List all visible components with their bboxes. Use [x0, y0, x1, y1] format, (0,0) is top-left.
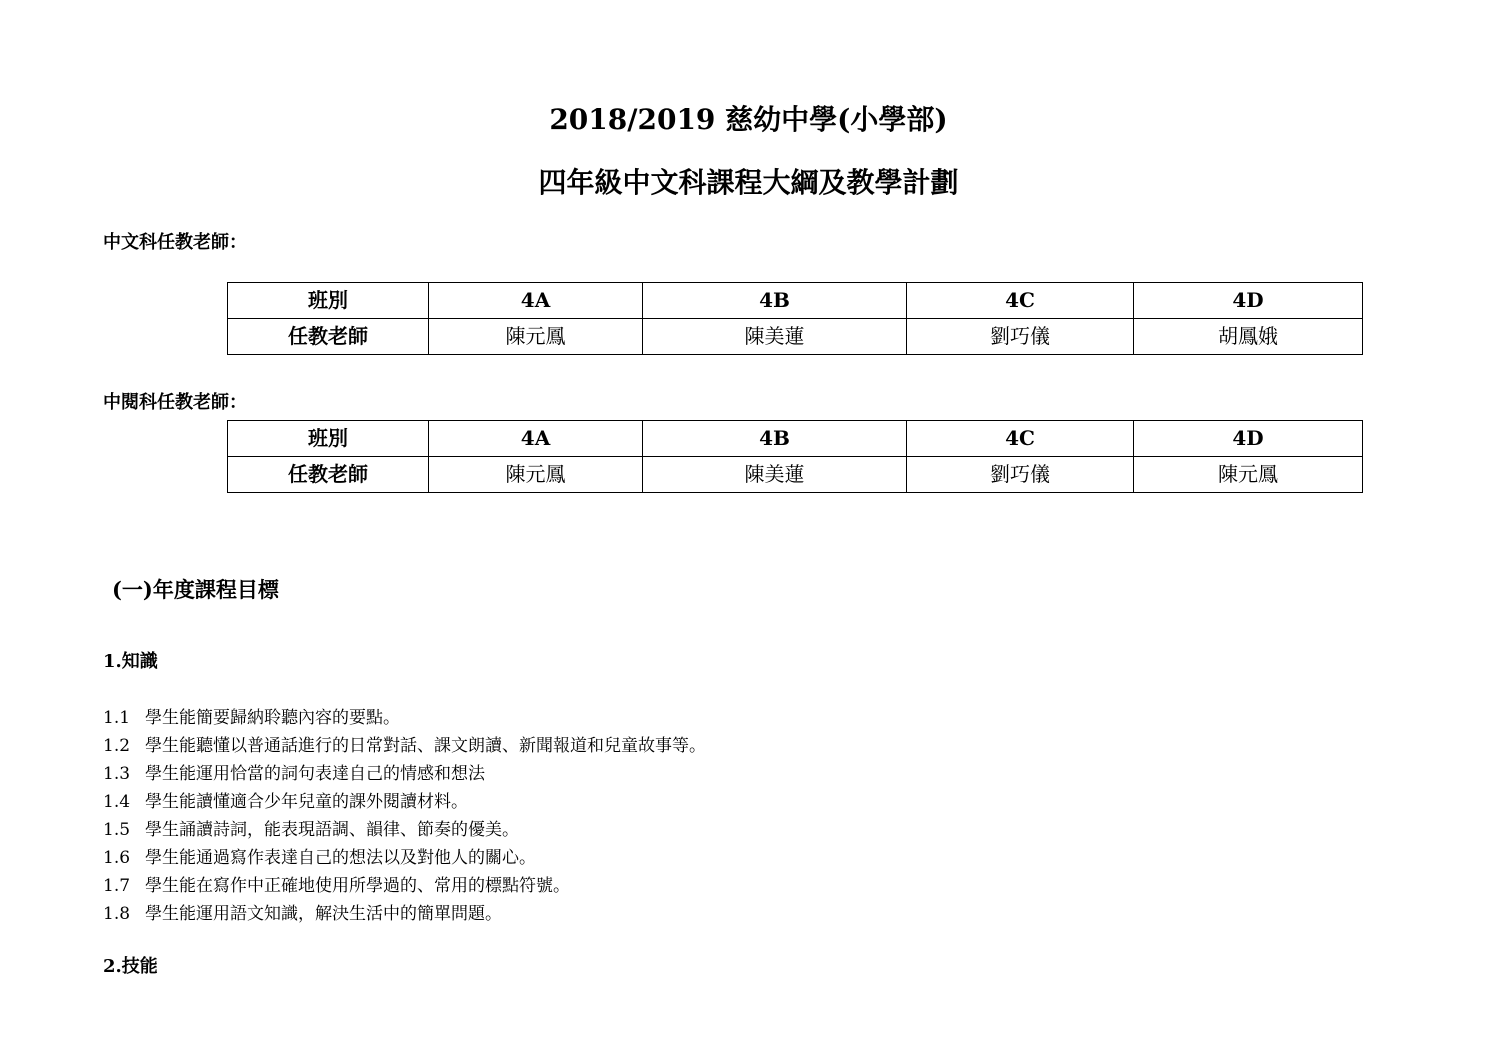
class-cell: 4B [643, 283, 907, 319]
class-header-cell: 班別 [228, 283, 429, 319]
knowledge-list [103, 704, 706, 928]
teacher-header-cell: 任教老師 [228, 457, 429, 493]
teacher-cell: 陳美蓮 [643, 457, 907, 493]
class-cell: 4A [429, 421, 643, 457]
chinese-teachers-table [227, 282, 1363, 355]
skills-heading: 2.技能 [103, 956, 158, 977]
list-item [103, 900, 706, 928]
document-subtitle: 四年級中文科課程大綱及教學計劃 [538, 166, 959, 199]
item-number: 1.8 [103, 904, 131, 924]
class-cell: 4C [907, 421, 1134, 457]
list-item [103, 732, 706, 760]
item-number: 1.2 [103, 736, 131, 756]
item-number: 1.3 [103, 764, 131, 784]
item-number: 1.6 [103, 848, 131, 868]
knowledge-heading: 1.知識 [103, 651, 158, 672]
list-item [103, 704, 706, 732]
item-text: 學生能通過寫作表達自己的想法以及對他人的關心。 [145, 848, 536, 868]
list-item [103, 816, 706, 844]
item-number: 1.4 [103, 792, 131, 812]
class-cell: 4B [643, 421, 907, 457]
teacher-cell: 陳元鳳 [429, 319, 643, 355]
teacher-cell: 陳美蓮 [643, 319, 907, 355]
class-header-cell: 班別 [228, 421, 429, 457]
document-title: 2018/2019 慈幼中學(小學部) [549, 103, 948, 136]
item-text: 學生能簡要歸納聆聽內容的要點。 [145, 708, 400, 728]
class-cell: 4C [907, 283, 1134, 319]
teacher-cell: 劉巧儀 [907, 457, 1134, 493]
teacher-cell: 陳元鳳 [429, 457, 643, 493]
list-item [103, 760, 706, 788]
section-title: (一)年度課程目標 [112, 577, 279, 602]
item-number: 1.1 [103, 708, 131, 728]
item-text: 學生能在寫作中正確地使用所學過的、常用的標點符號。 [145, 876, 570, 896]
list-item [103, 844, 706, 872]
class-cell: 4A [429, 283, 643, 319]
list-item [103, 872, 706, 900]
teacher-cell: 陳元鳳 [1134, 457, 1363, 493]
teacher-row [228, 319, 1363, 355]
item-number: 1.7 [103, 876, 131, 896]
teacher-row [228, 457, 1363, 493]
class-row [228, 283, 1363, 319]
list-item [103, 788, 706, 816]
class-row [228, 421, 1363, 457]
reading-teachers-table [227, 420, 1363, 493]
item-text: 學生能讀懂適合少年兒童的課外閱讀材料。 [145, 792, 468, 812]
teacher-cell: 胡鳳娥 [1134, 319, 1363, 355]
item-text: 學生能聽懂以普通話進行的日常對話、課文朗讀、新聞報道和兒童故事等。 [145, 736, 706, 756]
teacher-cell: 劉巧儀 [907, 319, 1134, 355]
item-text: 學生能運用語文知識，解決生活中的簡單問題。 [145, 904, 502, 924]
class-cell: 4D [1134, 421, 1363, 457]
item-text: 學生能運用恰當的詞句表達自己的情感和想法 [145, 764, 485, 784]
class-cell: 4D [1134, 283, 1363, 319]
teacher-header-cell: 任教老師 [228, 319, 429, 355]
reading-teachers-label: 中閱科任教老師： [103, 392, 247, 413]
item-text: 學生誦讀詩詞，能表現語調、韻律、節奏的優美。 [145, 820, 519, 840]
chinese-teachers-label: 中文科任教老師： [103, 232, 247, 253]
item-number: 1.5 [103, 820, 131, 840]
